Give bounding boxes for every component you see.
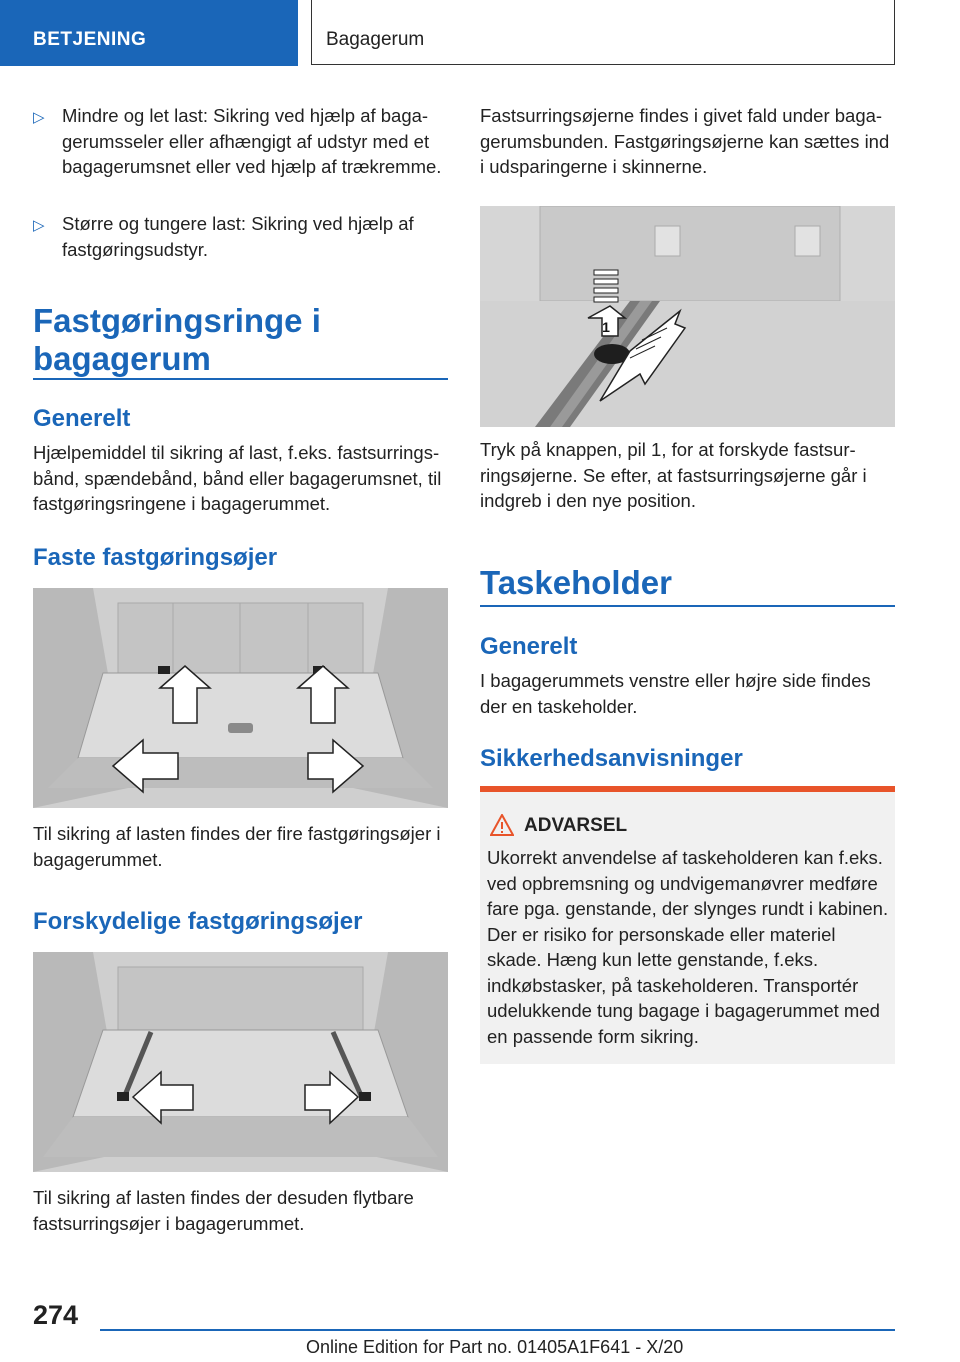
list-item [33,211,448,262]
warning-accent-bar [480,786,895,792]
heading-fastgoringsringe: Fastgøringsringe i bagagerum [33,302,321,377]
chapter-tab [0,0,298,66]
triangle-bullet-icon: ▷ [33,217,45,234]
warning-triangle-icon [490,814,514,836]
heading-rule [33,378,448,380]
triangle-bullet-icon: ▷ [33,109,45,126]
heading-generelt: Generelt [33,405,131,432]
section-header [311,0,895,65]
taskeholder-generelt-text: I bagagerummets venstre eller højre side findes der en taskeholder. [480,670,871,717]
rail-caption: Tryk på knappen, pil 1, for at forskyde fastsurringsøjerne. Se efter, at fastsurringsøjerne går i indgreb i den nye position. [480,439,867,511]
warning-title: ADVARSEL [524,815,628,836]
footer-rule [100,1329,895,1331]
section-title: Bagagerum [326,29,425,50]
list-item [33,103,448,180]
forskydelige-caption: Til sikring af lasten findes der desuden flytbare fastsurringsøjer i bagagerummet. [33,1187,414,1234]
intro-text: Fastsurringsøjerne findes i givet fald under bagagerumsbunden. Fastgøringsøjerne kan sættes ind i udsparingerne i skinnerne. [480,105,890,177]
footer-edition: Online Edition for Part no. 01405A1F641 - X/20 [306,1337,684,1357]
warning-text: Ukorrekt anvendelse af taskeholderen kan f.eks. ved opbremsning og undvigemanøvrer medføre fare pga. genstande, der slynges rundt i kabinen. Der er risiko for personskade eller materiel skade. Hæng kun lette genstande, f.eks. indkøbstasker, på taskeholderen. Transportér udelukkende tung bagage i bagagerummet med en passende form sikring. [487,847,889,1047]
faste-caption: Til sikring af lasten findes der fire fastgøringsøjer i bagagerummet. [33,823,441,870]
heading-forskydelige: Forskydelige fastgøringsøjer [33,908,363,935]
trunk-illustration [33,952,448,1172]
heading-taskeholder: Taskeholder [480,564,672,601]
heading-rule [480,605,895,607]
list-item-text: Mindre og let last: Sikring ved hjælp af bagagerumsseler eller afhængigt af udstyr med et bagagerumsnet eller ved hjælp af trækremme. [62,105,442,177]
page-number: 274 [33,1300,79,1330]
trunk-photo-fixed-eyes [33,588,448,808]
list-item-text: Større og tungere last: Sikring ved hjælp af fastgøringsudstyr. [62,213,414,260]
rail-illustration [480,206,895,427]
callout-number: 1 [602,319,610,335]
trunk-photo-movable-eyes [33,952,448,1172]
chapter-label: BETJENING [33,29,147,50]
heading-sikkerhed: Sikkerhedsanvisninger [480,745,743,772]
warning-box [480,786,895,1064]
trunk-illustration [33,588,448,808]
heading-generelt: Generelt [480,633,578,660]
generelt-text: Hjælpemiddel til sikring af last, f.eks. fastsurringsbånd, spændebånd, bånd eller bagagerumsnet, til fastgøringsringene i bagagerummet. [33,442,442,514]
rail-photo [480,206,895,427]
heading-faste: Faste fastgøringsøjer [33,544,278,571]
